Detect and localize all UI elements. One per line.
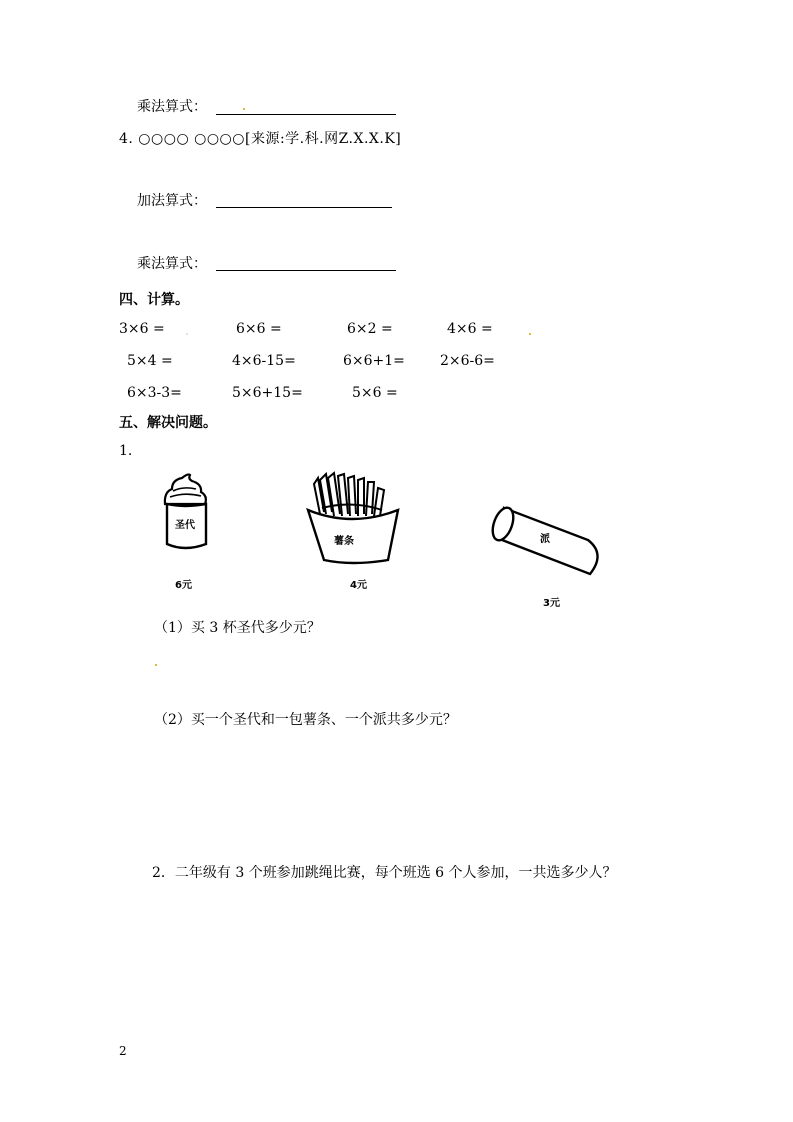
stray-dot [529, 333, 531, 335]
multiplication-label-1: 乘法算式： [137, 99, 207, 115]
sundae-cup-icon [158, 472, 216, 556]
calc-item: 5×6+15= [232, 385, 303, 401]
calc-item: 6×2 = [347, 321, 393, 337]
multiplication-answer-blank-1[interactable] [216, 114, 396, 115]
problem-1-number: 1. [119, 443, 133, 459]
calc-item: 3×6 = [119, 321, 165, 337]
section-5-heading: 五、解决问题。 [119, 415, 217, 431]
stray-dot [186, 333, 188, 335]
fries-price: 4元 [350, 580, 367, 591]
sundae-label: 圣代 [175, 520, 195, 531]
calc-item: 4×6-15= [232, 353, 296, 369]
question-1-2: （2）买一个圣代和一包薯条、一个派共多少元？ [154, 712, 457, 728]
calc-item: 6×6+1= [343, 353, 405, 369]
addition-label: 加法算式： [137, 193, 207, 209]
question-4-circles: 4. ○○○○ ○○○○[来源:学.科.网Z.X.X.K] [119, 131, 402, 147]
sundae-price: 6元 [175, 580, 192, 591]
addition-answer-blank[interactable] [216, 207, 392, 208]
calc-item: 2×6-6= [440, 353, 495, 369]
stray-dot [155, 664, 157, 666]
calc-item: 5×6 = [352, 385, 398, 401]
calc-item: 4×6 = [447, 321, 493, 337]
calc-item: 5×4 = [127, 353, 173, 369]
question-1-1: （1）买 3 杯圣代多少元？ [154, 620, 321, 636]
pie-price: 3元 [543, 598, 560, 609]
page-number: 2 [119, 1044, 127, 1058]
calc-item: 6×6 = [236, 321, 282, 337]
multiplication-label-2: 乘法算式： [137, 256, 207, 272]
fries-box-icon [302, 470, 402, 566]
stray-dot [243, 108, 245, 110]
section-4-heading: 四、计算。 [119, 292, 189, 308]
pie-label: 派 [540, 534, 550, 545]
fries-label: 薯条 [334, 536, 354, 547]
problem-2: 2．二年级有 3 个班参加跳绳比赛，每个班选 6 个人参加，一共选多少人？ [152, 865, 617, 881]
multiplication-answer-blank-2[interactable] [216, 270, 396, 271]
calc-item: 6×3-3= [127, 385, 182, 401]
